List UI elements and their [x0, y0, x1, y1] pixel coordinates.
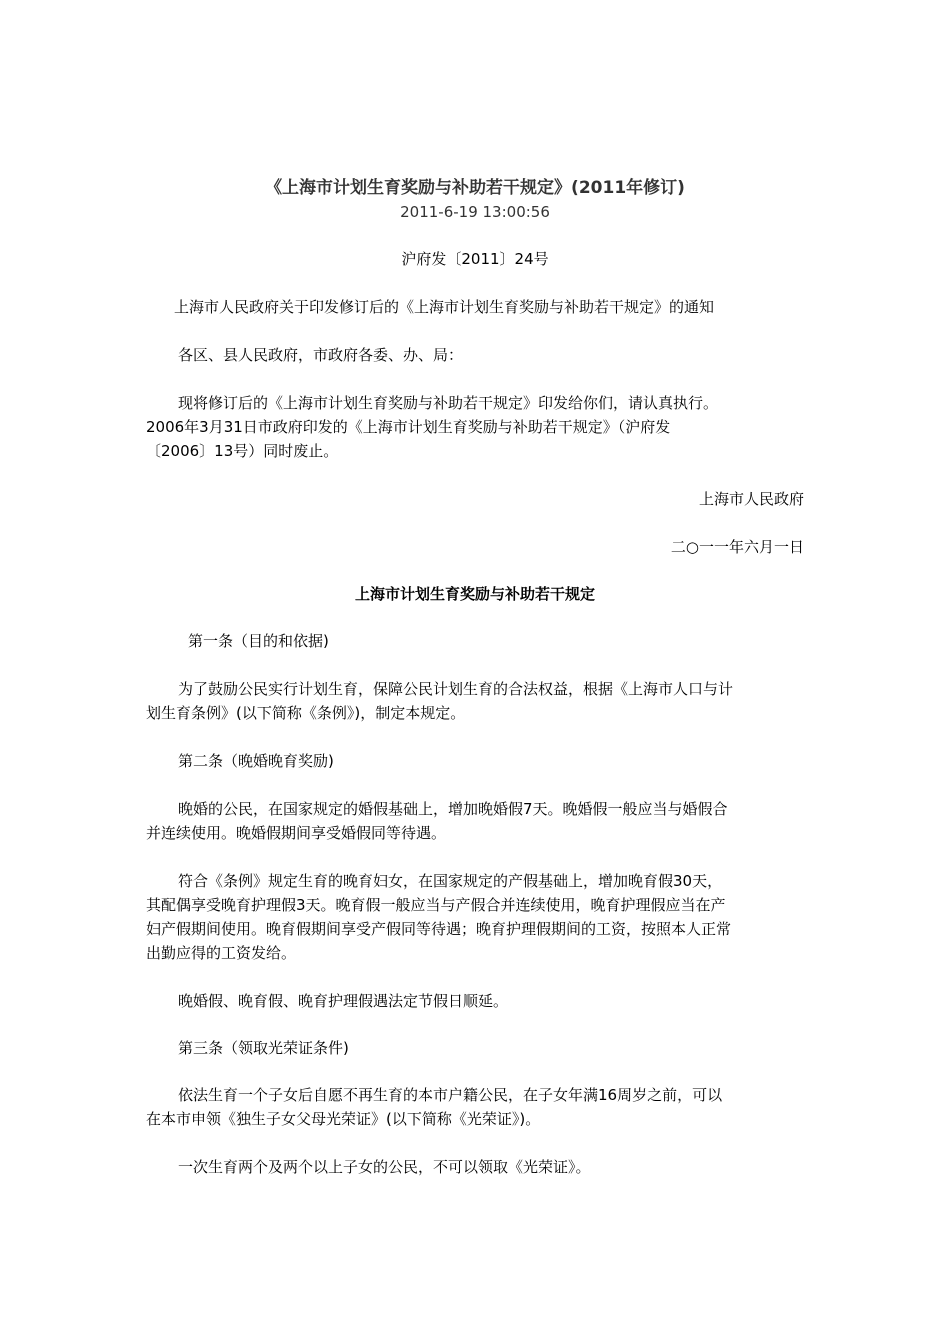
document-title: 《上海市计划生育奖励与补助若干规定》(2011年修订) [265, 178, 685, 198]
publish-datetime: 2011-6-19 13:00:56 [400, 203, 550, 221]
article-heading: 第一条（目的和依据) [188, 632, 329, 650]
article-heading: 第二条（晚婚晚育奖励) [178, 752, 334, 770]
notice-body-line: 2006年3月31日市政府印发的《上海市计划生育奖励与补助若干规定》（沪府发 [146, 418, 671, 436]
paragraph-line: 晚婚的公民，在国家规定的婚假基础上，增加晚婚假7天。晚婚假一般应当与婚假合 [178, 800, 728, 818]
paragraph-line: 一次生育两个及两个以上子女的公民，不可以领取《光荣证》。 [178, 1158, 591, 1176]
regulation-title: 上海市计划生育奖励与补助若干规定 [354, 585, 595, 603]
notice-recipients: 各区、县人民政府，市政府各委、办、局： [178, 346, 464, 364]
notice-issue-date: 二○一一年六月一日 [670, 538, 804, 556]
document-number: 沪府发〔2011〕24号 [401, 250, 549, 268]
paragraph-line: 妇产假期间使用。晚育假期间享受产假同等待遇；晚育护理假期间的工资，按照本人正常 [146, 920, 732, 938]
paragraph-line: 晚婚假、晚育假、晚育护理假遇法定节假日顺延。 [178, 992, 509, 1010]
paragraph-line: 划生育条例》(以下简称《条例》)，制定本规定。 [146, 704, 466, 722]
notice-issuer: 上海市人民政府 [698, 490, 804, 508]
paragraph-line: 并连续使用。晚婚假期间享受婚假同等待遇。 [146, 824, 447, 842]
article-heading: 第三条（领取光荣证条件) [178, 1039, 349, 1057]
paragraph-line: 在本市申领《独生子女父母光荣证》(以下简称《光荣证》)。 [146, 1110, 541, 1128]
notice-body-line: 现将修订后的《上海市计划生育奖励与补助若干规定》印发给你们，请认真执行。 [178, 394, 719, 412]
paragraph-line: 依法生育一个子女后自愿不再生育的本市户籍公民，在子女年满16周岁之前，可以 [178, 1086, 723, 1104]
notice-subject: 上海市人民政府关于印发修订后的《上海市计划生育奖励与补助若干规定》的通知 [174, 298, 715, 316]
paragraph-line: 其配偶享受晚育护理假3天。晚育假一般应当与产假合并连续使用，晚育护理假应当在产 [146, 896, 726, 914]
paragraph-line: 为了鼓励公民实行计划生育，保障公民计划生育的合法权益，根据《上海市人口与计 [178, 680, 734, 698]
paragraph-line: 出勤应得的工资发给。 [146, 944, 297, 962]
notice-body-line: 〔2006〕13号）同时废止。 [146, 442, 339, 460]
paragraph-line: 符合《条例》规定生育的晚育妇女，在国家规定的产假基础上，增加晚育假30天， [178, 872, 723, 890]
